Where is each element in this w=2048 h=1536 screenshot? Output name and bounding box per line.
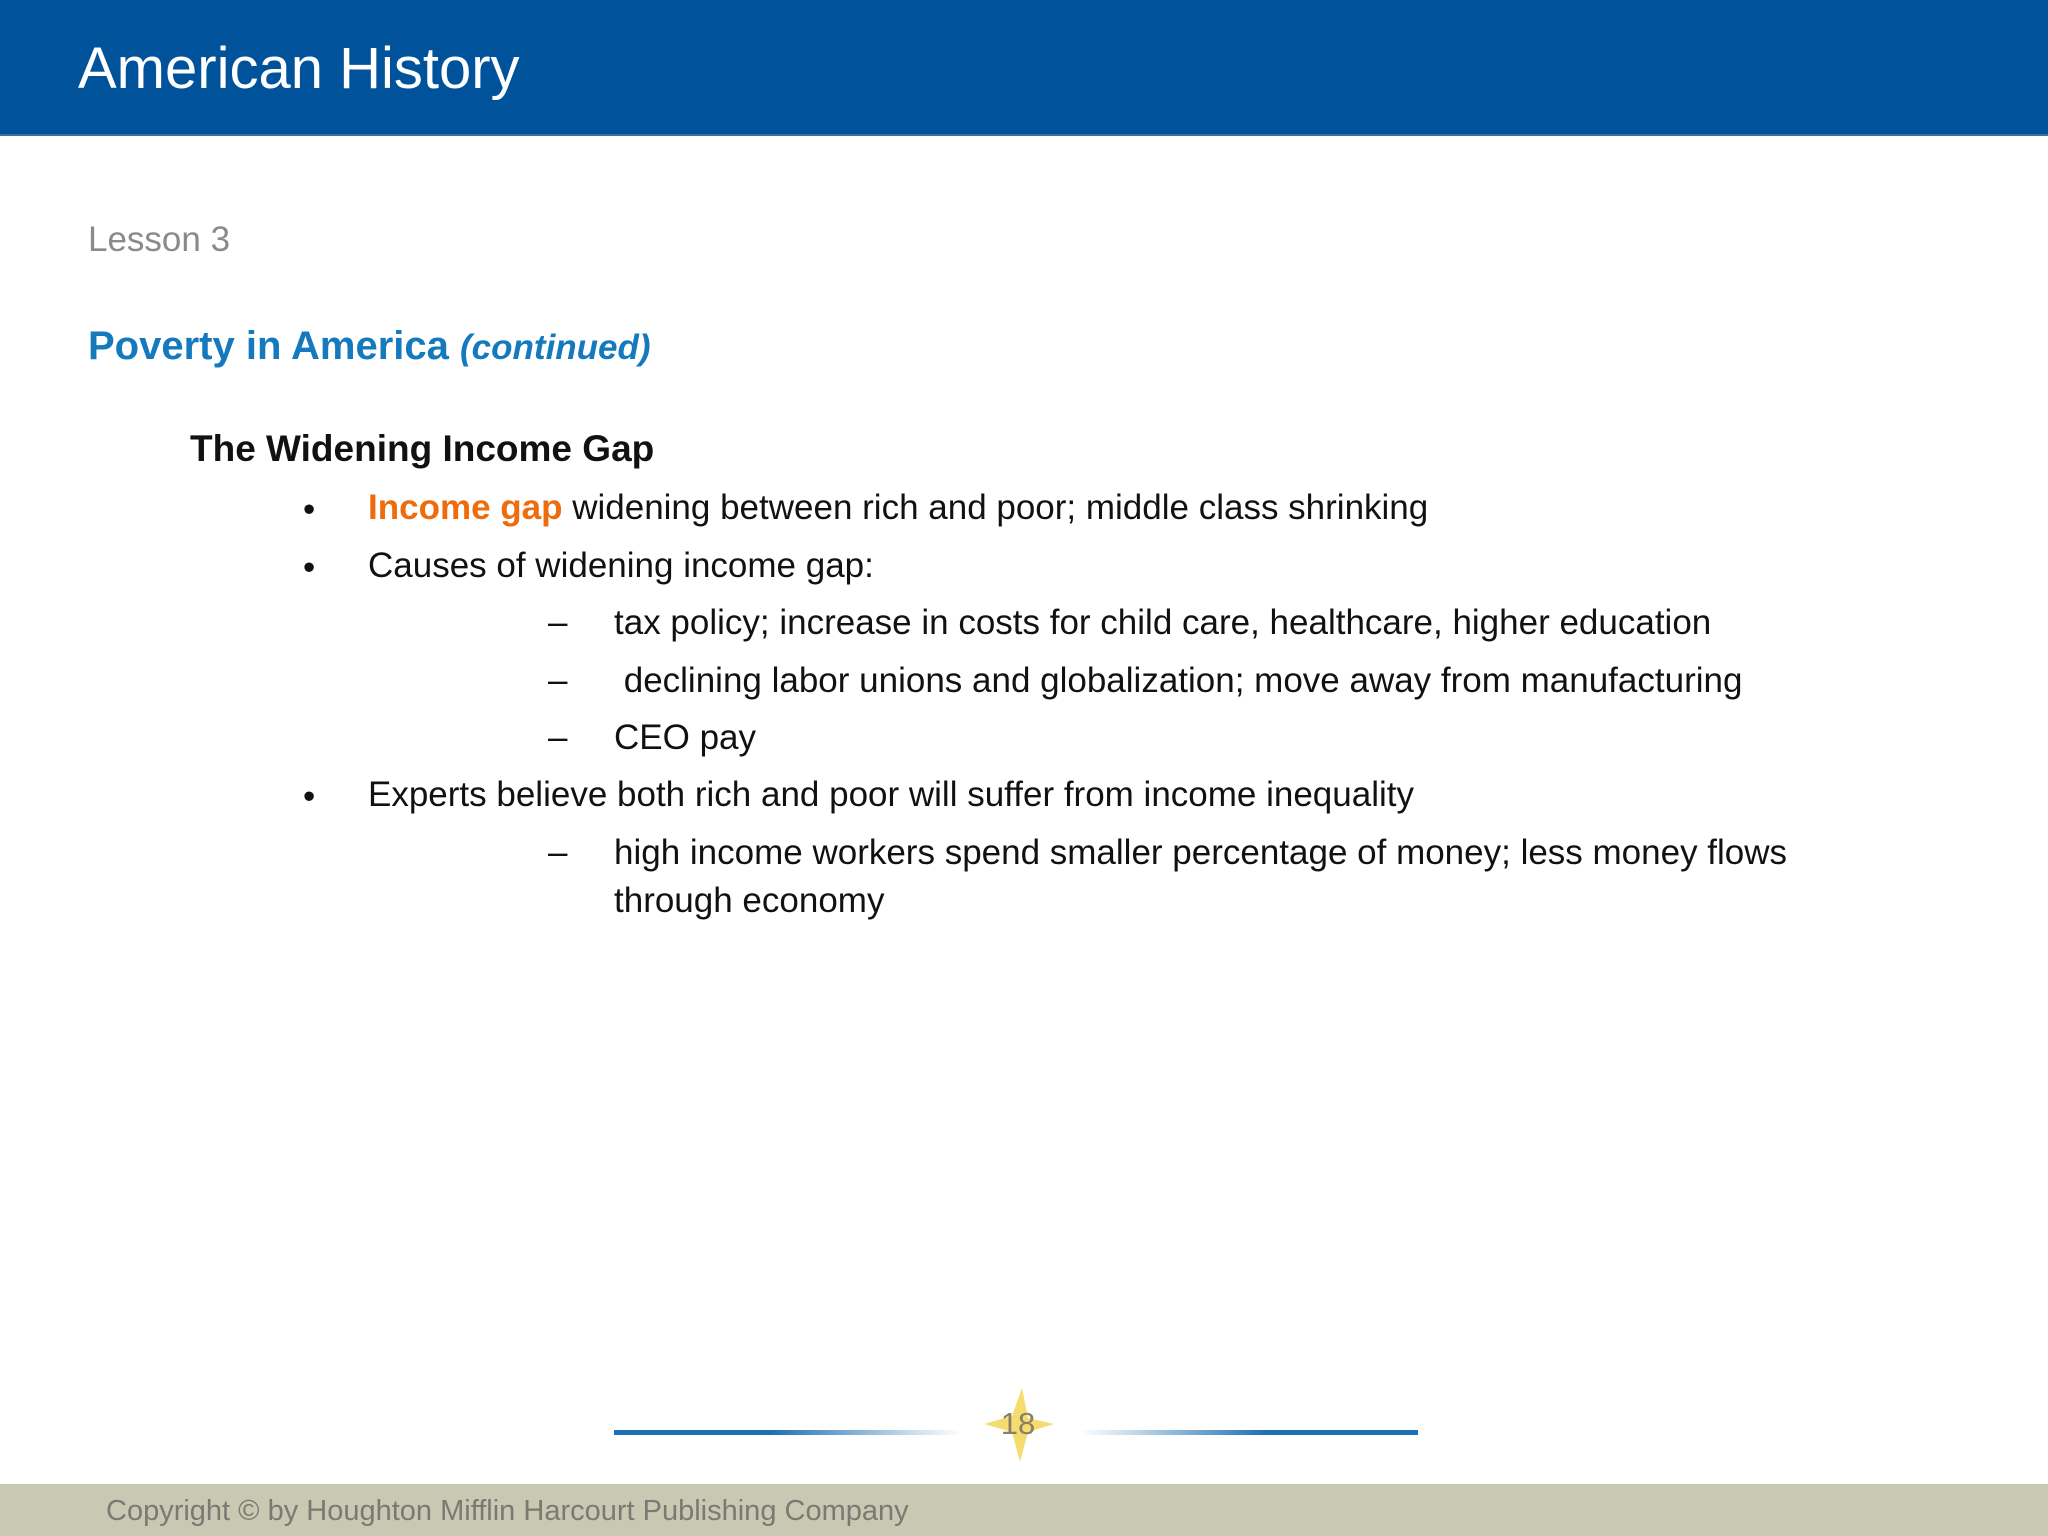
footer-divider-left [614, 1430, 962, 1435]
lesson-label: Lesson 3 [88, 220, 231, 259]
effect-item-line1: high income workers spend smaller percentage of money; less money flows [614, 833, 1788, 872]
footer-divider-right [1080, 1430, 1418, 1435]
subheading: The Widening Income Gap [190, 428, 655, 469]
section-title-qualifier: (continued) [460, 328, 651, 367]
header-bar [0, 0, 2048, 136]
dash-marker: – [548, 603, 568, 642]
dash-marker: – [548, 718, 568, 757]
section-title [88, 320, 651, 374]
cause-item: declining labor unions and globalization; move away from manufacturing [614, 661, 1743, 700]
copyright-notice: Copyright © by Houghton Mifflin Harcourt Publishing Company [106, 1495, 909, 1527]
effect-item-line2: through economy [614, 881, 885, 920]
key-term-income-gap: Income gap [368, 488, 563, 527]
dash-marker: – [548, 661, 568, 700]
cause-item: CEO pay [614, 718, 756, 757]
bullet-income-gap [368, 484, 1428, 532]
course-title: American History [78, 36, 520, 101]
section-title-text: Poverty in America [88, 324, 449, 368]
bullet-marker: • [303, 490, 316, 529]
dash-marker: – [548, 833, 568, 872]
bullet-text: widening between rich and poor; middle class shrinking [562, 488, 1429, 527]
bullet-marker: • [303, 777, 316, 816]
cause-item: tax policy; increase in costs for child care, healthcare, higher education [614, 603, 1712, 642]
page-number: 18 [1000, 1406, 1036, 1441]
bullet-causes: Causes of widening income gap: [368, 546, 874, 585]
bullet-experts: Experts believe both rich and poor will suffer from income inequality [368, 775, 1414, 814]
bullet-marker: • [303, 548, 316, 587]
